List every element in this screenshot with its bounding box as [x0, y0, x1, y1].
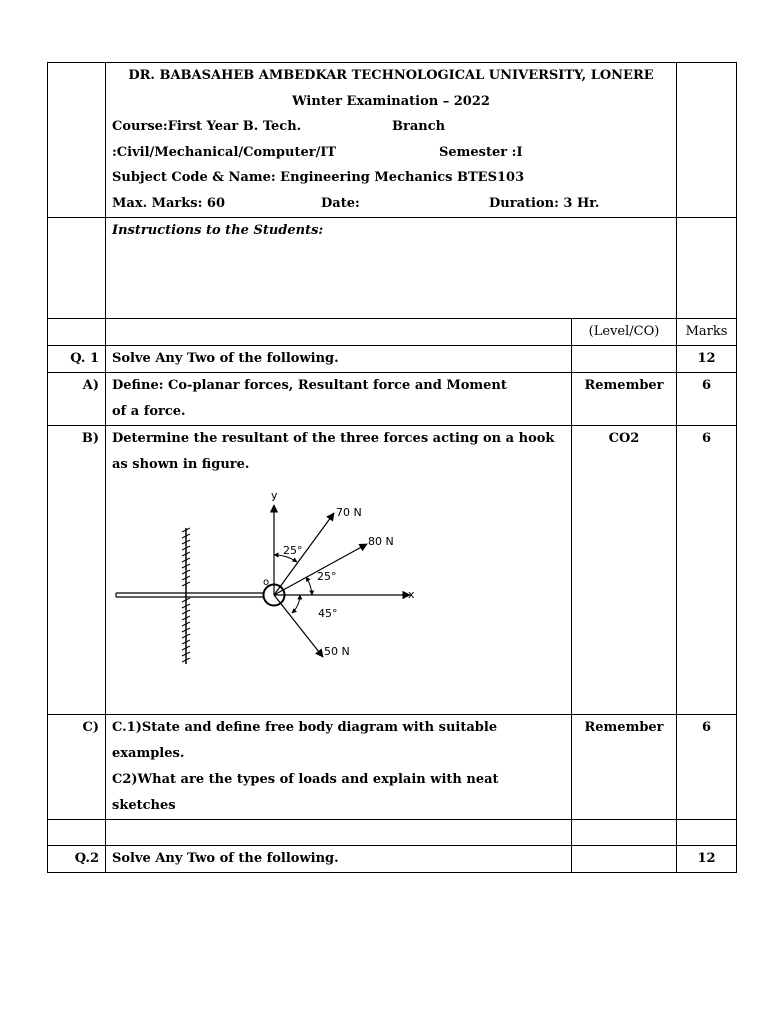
university-name: DR. BABASAHEB AMBEDKAR TECHNOLOGICAL UNIVERSITY, LONERE — [128, 68, 654, 83]
angle-arc-2 — [306, 577, 312, 595]
q1-text: Solve Any Two of the following. — [106, 346, 572, 373]
force-70n-label: 70 N — [336, 506, 362, 519]
marks-header: Marks — [677, 319, 737, 346]
angle-45-label: 45° — [318, 607, 338, 620]
x-axis-label: x — [408, 588, 415, 601]
q2-number: Q.2 — [48, 846, 106, 873]
force-80n-label: 80 N — [368, 535, 394, 548]
y-axis-label: y — [271, 489, 278, 502]
q1a-level: Remember — [572, 373, 677, 426]
spacer-row — [48, 820, 737, 846]
q2-row — [48, 846, 737, 873]
duration-label: Duration: 3 Hr. — [489, 195, 600, 211]
force-50n-label: 50 N — [324, 645, 350, 658]
instructions-row — [48, 218, 737, 319]
q1c-label: C) — [48, 715, 106, 820]
q1a-label: A) — [48, 373, 106, 426]
hook-force-diagram — [106, 478, 572, 714]
subject-label: Subject Code & Name: Engineering Mechanics BTES103 — [112, 170, 525, 186]
exam-title: Winter Examination – 2022 — [292, 93, 490, 109]
angle-25-upper-label: 25° — [283, 544, 303, 557]
q1-row — [48, 346, 737, 373]
angle-25-lower-label: 25° — [317, 570, 337, 583]
q2-marks: 12 — [677, 846, 737, 873]
branch-value: :Civil/Mechanical/Computer/IT — [112, 144, 337, 160]
q1b-label: B) — [48, 426, 106, 715]
q1a-marks: 6 — [677, 373, 737, 426]
q1-marks: 12 — [677, 346, 737, 373]
q1c-line2: C2)What are the types of loads and explain with neat sketches — [112, 772, 499, 813]
q1c-level: Remember — [572, 715, 677, 820]
q1c-line1: C.1)State and define free body diagram with suitable examples. — [112, 720, 498, 761]
course-label: Course:First Year B. Tech. — [112, 119, 302, 135]
max-marks-label: Max. Marks: 60 — [112, 195, 226, 211]
q1b-text: Determine the resultant of the three forces acting on a hook as shown in figure. — [112, 431, 555, 472]
header-row — [48, 63, 737, 218]
origin-label: o — [263, 577, 270, 588]
q2-text: Solve Any Two of the following. — [106, 846, 572, 873]
q1a-text: Define: Co-planar forces, Resultant force and Moment of a force. — [106, 373, 572, 426]
q1b-marks: 6 — [677, 426, 737, 715]
q1b-level: CO2 — [572, 426, 677, 715]
semester-label: Semester :I — [439, 144, 523, 160]
angle-arc-3 — [292, 595, 300, 613]
header-block — [106, 63, 677, 218]
date-label: Date: — [321, 195, 360, 211]
q1c-marks: 6 — [677, 715, 737, 820]
instructions-heading: Instructions to the Students: — [106, 218, 677, 319]
q1a-row — [48, 373, 737, 426]
level-co-header: (Level/CO) — [572, 319, 677, 346]
q1c-row — [48, 715, 737, 820]
branch-label: Branch — [392, 119, 446, 135]
q1-number: Q. 1 — [48, 346, 106, 373]
column-header-row — [48, 319, 737, 346]
q1b-row — [48, 426, 737, 715]
question-table — [47, 62, 737, 873]
exam-paper — [47, 62, 736, 873]
